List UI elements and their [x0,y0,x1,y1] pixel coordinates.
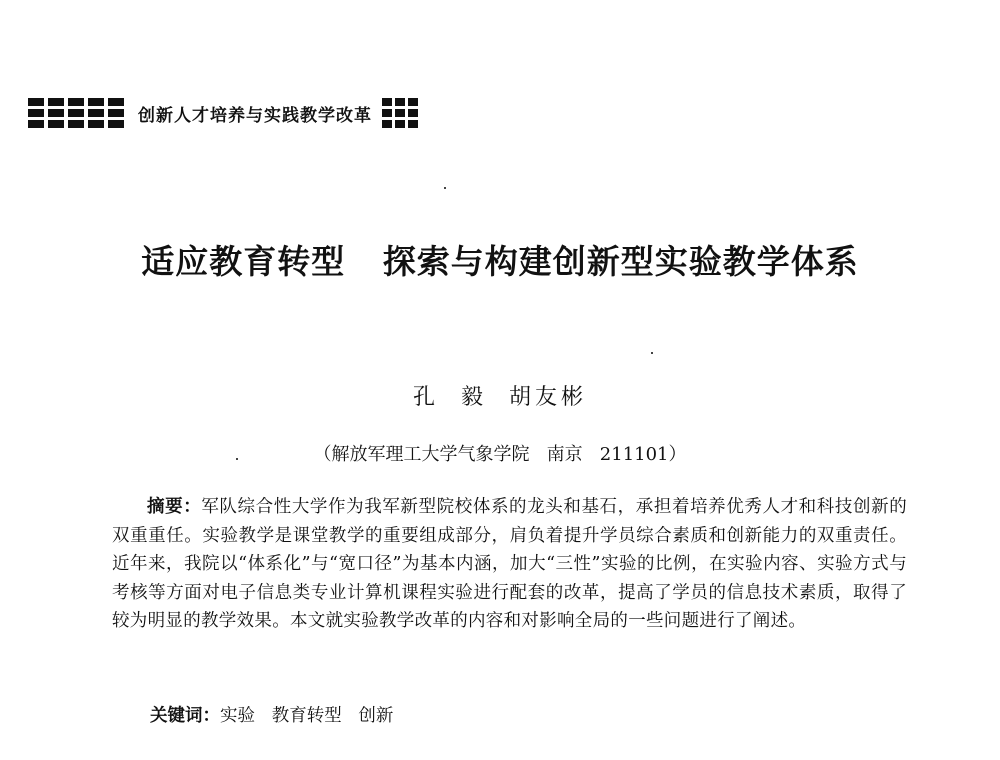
decorative-block-pattern-right [382,98,418,128]
abstract-paragraph [112,493,907,636]
section-label: 创新人才培养与实践教学改革 [138,105,372,126]
abstract-text: 军队综合性大学作为我军新型院校体系的龙头和基石，承担着培养优秀人才和科技创新的双重重任。实验教学是课堂教学的重要组成部分，肩负着提升学员综合素质和创新能力的双重责任。近年来，我院以“体系化”与“宽口径”为基本内涵，加大“三性”实验的比例，在实验内容、实验方式与考核等方面对电子信息类专业计算机课程实验进行配套的改革，提高了学员的信息技术素质，取得了较为明显的教学效果。本文就实验教学改革的内容和对影响全局的一些问题进行了阐述。 [112,497,907,631]
scan-speck [444,187,446,189]
paper-affiliation: （解放军理工大学气象学院 南京 211101） [313,444,687,465]
paper-title: 适应教育转型 探索与构建创新型实验教学体系 [141,242,859,281]
keywords-line [150,702,393,727]
keywords-text: 实验 教育转型 创新 [220,706,394,726]
paper-authors: 孔 毅 胡友彬 [413,385,587,410]
section-header [28,96,418,130]
keywords-label: 关键词： [150,706,220,726]
scan-speck [651,352,653,354]
decorative-block-pattern-left [28,98,124,128]
abstract-label: 摘要： [147,497,202,517]
